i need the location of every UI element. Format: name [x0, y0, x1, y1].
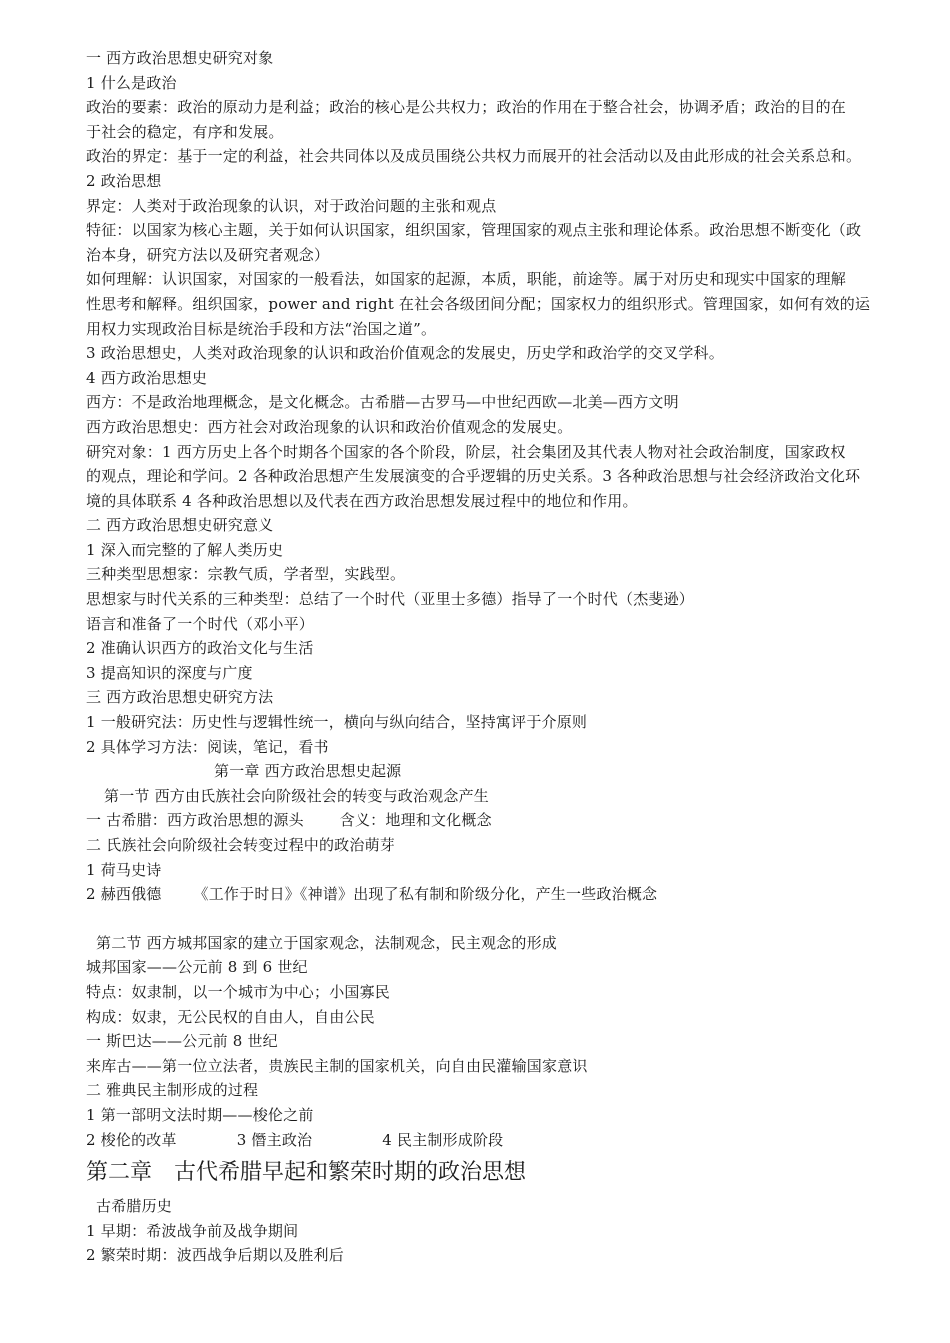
subheading: 1 荷马史诗	[86, 860, 162, 879]
chapter-title: 第一章 西方政治思想史起源	[214, 762, 402, 781]
paragraph-line: 构成：奴隶，无公民权的自由人，自由公民	[86, 1007, 375, 1026]
paragraph-line: 特征：以国家为核心主题，关于如何认识国家，组织国家，管理国家的观点主张和理论体系。政治思想不断变化（政	[86, 221, 862, 240]
paragraph-line: 特点：奴隶制，以一个城市为中心；小国寡民	[86, 982, 391, 1001]
section-heading: 二 西方政治思想史研究意义	[86, 516, 274, 535]
line-part: 含义：地理和文化概念	[339, 811, 492, 830]
paragraph-line: 3 政治思想史，人类对政治现象的认识和政治价值观念的发展史，历史学和政治学的交叉学科。	[86, 344, 724, 363]
section-heading: 三 西方政治思想史研究方法	[86, 688, 274, 707]
paragraph-line: 政治的界定：基于一定的利益，社会共同体以及成员围绕公共权力而展开的社会活动以及由此形成的社会关系总和。	[86, 147, 862, 166]
line-part: 3 僭主政治	[236, 1130, 313, 1149]
paragraph-line: 城邦国家——公元前 8 到 6 世纪	[86, 958, 308, 977]
paragraph-line	[86, 1128, 928, 1153]
line-part: 一 古希腊：西方政治思想的源头	[86, 811, 304, 830]
paragraph-line: 于社会的稳定，有序和发展。	[86, 122, 284, 141]
paragraph-line: 界定：人类对于政治现象的认识，对于政治问题的主张和观点	[86, 196, 497, 215]
paragraph-line: 1 一般研究法：历史性与逻辑性统一，横向与纵向结合，坚持寓评于介原则	[86, 713, 588, 732]
blank-line	[86, 907, 928, 931]
paragraph-line: 治本身，研究方法以及研究者观念）	[86, 245, 330, 264]
section-heading: 一 西方政治思想史研究对象	[86, 49, 274, 67]
subheading: 1 深入而完整的了解人类历史	[86, 540, 284, 559]
chapter-number: 第二章	[86, 1160, 153, 1186]
paragraph-line	[86, 808, 928, 833]
subheading: 3 提高知识的深度与广度	[86, 663, 253, 682]
document-page	[86, 46, 928, 1268]
paragraph-line: 研究对象：1 西方历史上各个时期各个国家的各个阶段，阶层，社会集团及其代表人物对社会政治制度，国家政权	[86, 442, 846, 461]
paragraph-line: 西方政治思想史：西方社会对政治现象的认识和政治价值观念的发展史。	[86, 417, 573, 436]
paragraph-line: 如何理解：认识国家，对国家的一般看法，如国家的起源，本质，职能，前途等。属于对历史和现实中国家的理解	[86, 270, 847, 289]
section-title: 第一节 西方由氏族社会向阶级社会的转变与政治观念产生	[104, 786, 489, 805]
subheading: 1 什么是政治	[86, 73, 177, 92]
subheading: 2 准确认识西方的政治文化与生活	[86, 639, 314, 658]
paragraph-line: 西方：不是政治地理概念，是文化概念。古希腊—古罗马—中世纪西欧—北美—西方文明	[86, 393, 679, 412]
subheading: 古希腊历史	[96, 1197, 173, 1216]
paragraph-line: 三种类型思想家：宗教气质，学者型，实践型。	[86, 565, 406, 584]
chapter-heading-title: 古代希腊早起和繁荣时期的政治思想	[174, 1160, 527, 1186]
paragraph-line: 2 繁荣时期：波西战争后期以及胜利后	[86, 1246, 344, 1265]
paragraph-line	[86, 882, 928, 907]
section-heading: 一 斯巴达——公元前 8 世纪	[86, 1032, 278, 1051]
paragraph-line: 用权力实现政治目标是统治手段和方法“治国之道”。	[86, 319, 437, 338]
paragraph-line: 政治的要素：政治的原动力是利益；政治的核心是公共权力；政治的作用在于整合社会，协调矛盾；政治的目的在	[86, 98, 847, 117]
line-part: 4 民主制形成阶段	[382, 1130, 504, 1149]
line-part: 2 梭伦的改革	[86, 1130, 177, 1149]
paragraph-line: 来库古——第一位立法者，贵族民主制的国家机关，向自由民灌输国家意识	[86, 1056, 588, 1075]
paragraph-line: 1 早期：希波战争前及战争期间	[86, 1221, 299, 1240]
paragraph-line: 思想家与时代关系的三种类型：总结了一个时代（亚里士多德）指导了一个时代（杰斐逊）	[86, 590, 695, 609]
paragraph-line: 的观点，理论和学问。2 各种政治思想产生发展演变的合乎逻辑的历史关系。3 各种政治思想与社会经济政治文化环	[86, 467, 861, 486]
section-title: 第二节 西方城邦国家的建立于国家观念，法制观念，民主观念的形成	[96, 933, 557, 952]
line-part: 《工作于时日》《神谱》出现了私有制和阶级分化，产生一些政治概念	[193, 885, 658, 904]
line-part: 2 赫西俄德	[86, 885, 162, 904]
paragraph-line: 1 第一部明文法时期——梭伦之前	[86, 1105, 314, 1124]
paragraph-line: 性思考和解释。组织国家，power and right 在社会各级团间分配；国家权力的组织形式。管理国家，如何有效的运	[86, 294, 871, 313]
section-heading: 二 氏族社会向阶级社会转变过程中的政治萌芽	[86, 836, 395, 854]
paragraph-line: 境的具体联系 4 各种政治思想以及代表在西方政治思想发展过程中的地位和作用。	[86, 491, 638, 510]
subheading: 4 西方政治思想史	[86, 368, 208, 387]
chapter-heading	[86, 1156, 928, 1190]
subheading: 2 政治思想	[86, 171, 162, 190]
paragraph-line: 语言和准备了一个时代（邓小平）	[86, 614, 315, 633]
paragraph-line: 2 具体学习方法：阅读，笔记，看书	[86, 737, 329, 756]
section-heading: 二 雅典民主制形成的过程	[86, 1081, 259, 1100]
